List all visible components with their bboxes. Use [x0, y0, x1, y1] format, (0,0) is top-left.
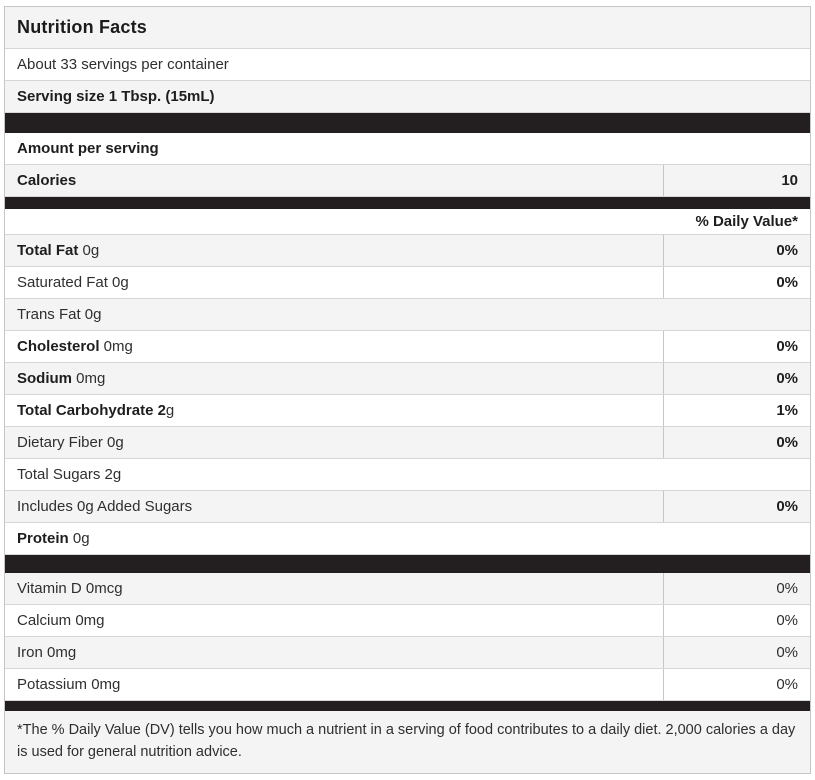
- page-title: Nutrition Facts: [17, 17, 148, 37]
- nutrient-amount: 0mg: [99, 338, 133, 355]
- separator-bar-medium: [5, 197, 810, 209]
- nutrient-amount: Iron 0mg: [17, 644, 77, 661]
- amount-per-serving-text: Amount per serving: [17, 140, 159, 157]
- calories-label: Calories: [17, 172, 77, 189]
- nutrient-amount: Vitamin D 0mcg: [17, 580, 123, 597]
- row-iron: [5, 637, 810, 669]
- nutrient-daily-value: 0%: [663, 267, 810, 298]
- nutrient-amount: Calcium 0mg: [17, 612, 105, 629]
- nutrient-daily-value: 0%: [663, 331, 810, 362]
- row-serving-size: [5, 81, 810, 113]
- nutrient-label: [5, 434, 663, 451]
- nutrient-amount: Trans Fat 0g: [17, 306, 102, 323]
- row-dietary-fiber: [5, 427, 810, 459]
- nutrient-daily-value: 0%: [663, 669, 810, 700]
- row-calories: [5, 165, 810, 197]
- nutrient-label: [5, 644, 663, 661]
- nutrient-amount: 0mg: [72, 370, 106, 387]
- daily-value-header: % Daily Value*: [695, 213, 798, 230]
- nutrient-amount: Total Sugars 2g: [17, 466, 122, 483]
- nutrient-name: Protein: [17, 530, 69, 547]
- nutrient-name: Total Fat: [17, 242, 79, 259]
- nutrient-name: Sodium: [17, 370, 72, 387]
- row-total-fat: [5, 235, 810, 267]
- nutrient-label: [5, 274, 663, 291]
- nutrient-label: [5, 242, 663, 259]
- row-cholesterol: [5, 331, 810, 363]
- nutrient-daily-value: 0%: [663, 427, 810, 458]
- row-calcium: [5, 605, 810, 637]
- nutrient-label: [5, 676, 663, 693]
- row-added-sugars: [5, 491, 810, 523]
- row-protein: [5, 523, 810, 555]
- nutrient-daily-value: 0%: [663, 605, 810, 636]
- row-total-sugars: [5, 459, 810, 491]
- nutrient-label: [5, 306, 810, 323]
- row-trans-fat: [5, 299, 810, 331]
- nutrient-amount: Saturated Fat 0g: [17, 274, 129, 291]
- nutrition-facts-label: [4, 6, 811, 774]
- separator-bar-thick: [5, 555, 810, 573]
- row-amount-per-serving: [5, 133, 810, 165]
- nutrient-daily-value: 0%: [663, 573, 810, 604]
- row-servings-per-container: [5, 49, 810, 81]
- nutrient-amount: Potassium 0mg: [17, 676, 121, 693]
- daily-value-footnote: *The % Daily Value (DV) tells you how much a nutrient in a serving of food contributes to a daily diet. 2,000 calories a day is used for general nutrition advice.: [5, 711, 810, 773]
- nutrient-daily-value: 0%: [663, 235, 810, 266]
- nutrient-label: [5, 466, 810, 483]
- nutrient-amount: Dietary Fiber 0g: [17, 434, 124, 451]
- row-daily-value-header: [5, 209, 810, 235]
- row-vitamin-d: [5, 573, 810, 605]
- separator-bar-thin: [5, 701, 810, 711]
- separator-bar-thick: [5, 113, 810, 133]
- calories-value: 10: [663, 165, 810, 196]
- nutrient-amount: 0g: [68, 530, 90, 547]
- nutrient-label: [5, 402, 663, 419]
- nutrient-daily-value: 0%: [663, 637, 810, 668]
- header-row: [5, 7, 810, 49]
- nutrient-name: Total Carbohydrate 2: [17, 402, 166, 419]
- serving-size-text: Serving size 1 Tbsp. (15mL): [17, 88, 215, 105]
- row-saturated-fat: [5, 267, 810, 299]
- row-sodium: [5, 363, 810, 395]
- nutrient-name: Cholesterol: [17, 338, 100, 355]
- nutrient-label: [5, 498, 663, 515]
- nutrient-daily-value: 1%: [663, 395, 810, 426]
- nutrient-daily-value: 0%: [663, 363, 810, 394]
- nutrient-amount: Includes 0g Added Sugars: [17, 498, 193, 515]
- nutrient-label: [5, 338, 663, 355]
- nutrient-amount: 0g: [78, 242, 100, 259]
- nutrient-label: [5, 580, 663, 597]
- nutrient-label: [5, 530, 810, 547]
- nutrient-label: [5, 370, 663, 387]
- row-total-carbohydrate: [5, 395, 810, 427]
- nutrient-daily-value: 0%: [663, 491, 810, 522]
- nutrient-amount: g: [165, 402, 175, 419]
- row-potassium: [5, 669, 810, 701]
- nutrient-label: [5, 612, 663, 629]
- servings-per-container-text: About 33 servings per container: [17, 56, 229, 73]
